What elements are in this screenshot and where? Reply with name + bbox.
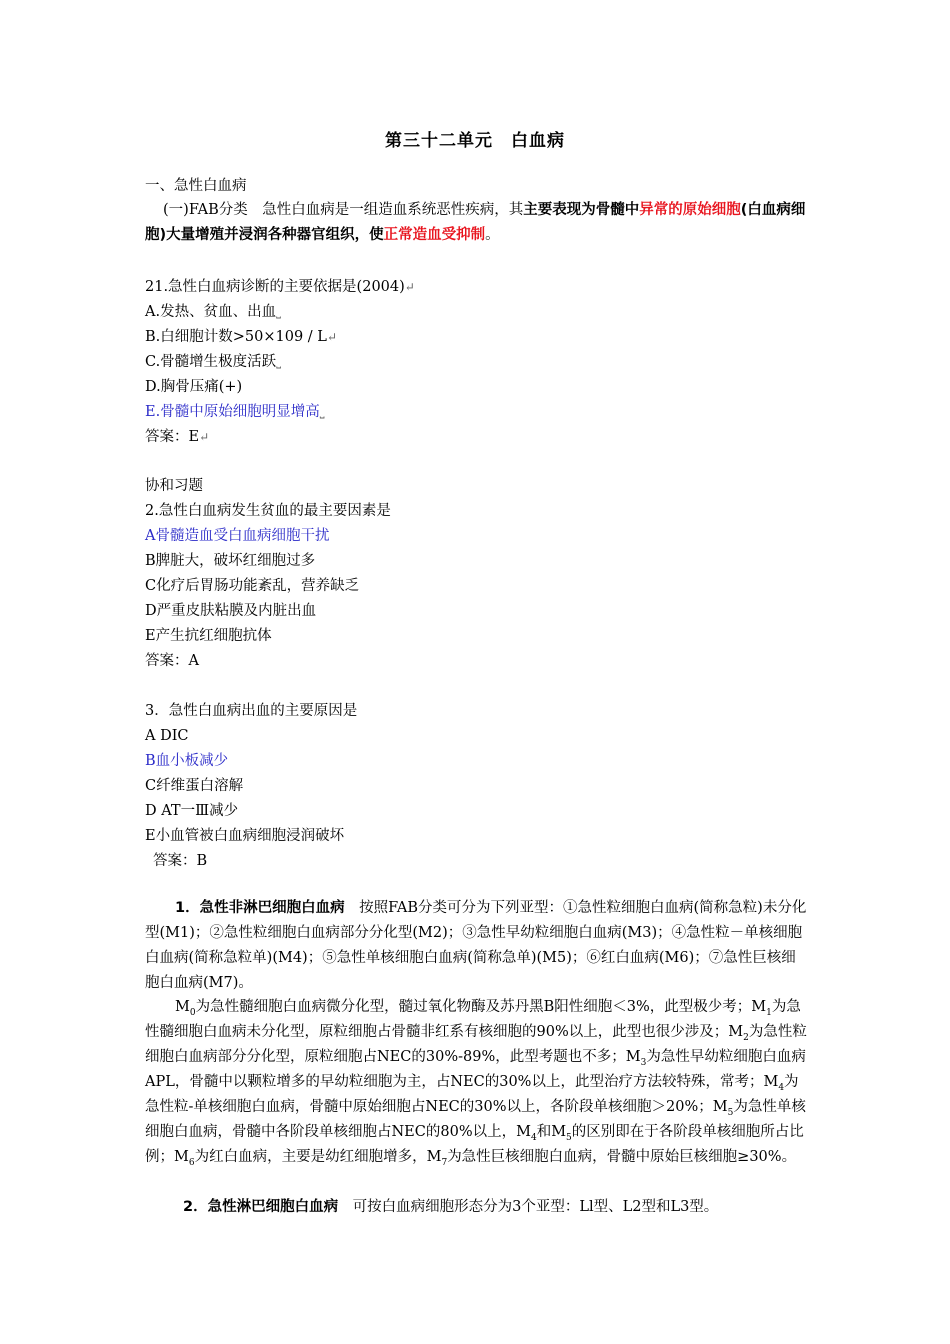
fab-intro: 急性白血病是一组造血系统恶性疾病，其 xyxy=(262,202,524,218)
subtype-m4: 为急性粒-单核细胞白血病，骨髓中原始细胞占NEC的30%以上，各阶段单核细胞＞20%； xyxy=(145,1074,799,1115)
q2-source: 协和习题 xyxy=(145,478,203,494)
q21-option-a-text: A.发热、贫血、出血 xyxy=(145,304,277,320)
q2-answer: 答案：A xyxy=(145,653,199,669)
lymph-text: 可按白血病细胞形态分为3个亚型：Ll型、L2型和L3型。 xyxy=(338,1199,719,1215)
q3-option-d: D AT一Ⅲ减少 xyxy=(145,803,239,819)
q2-option-c: C化疗后胃肠功能紊乱，营养缺乏 xyxy=(145,578,360,594)
q21-option-c-text: C.骨髓增生极度活跃 xyxy=(145,354,277,370)
q21-stem-text: 21.急性白血病诊断的主要依据是(2004) xyxy=(145,279,405,295)
fab-bold-2: (白血病细胞)大量增殖并浸润各种器官组织，使 xyxy=(145,202,806,243)
space-mark-icon: ⎵ xyxy=(276,305,281,319)
return-mark-icon: ↵ xyxy=(326,330,337,344)
q21-answer xyxy=(145,427,209,447)
q21-answer-text: 答案：E xyxy=(145,429,200,445)
return-mark-icon: ↵ xyxy=(404,280,415,294)
q21-option-e xyxy=(145,402,325,422)
subtype-m4m5-diff: 的区别即在于各阶段单核细胞所占比例； xyxy=(145,1124,804,1165)
q21-option-e-text: E.骨髓中原始细胞明显增高 xyxy=(145,404,320,420)
q3-option-b: B血小板减少 xyxy=(145,753,229,769)
subtype-m4m5-and: 和 xyxy=(536,1124,552,1140)
q3-option-a: A DIC xyxy=(145,728,189,744)
fab-paragraph xyxy=(145,198,808,248)
space-mark-icon: ⎵ xyxy=(319,405,325,419)
space-mark-icon: ⎵ xyxy=(276,355,281,369)
q3-stem: 3．急性白血病出血的主要原因是 xyxy=(145,703,358,719)
q21-stem xyxy=(145,277,415,297)
q3-answer: 答案：B xyxy=(153,853,208,869)
page-title: 第三十二单元 白血病 xyxy=(385,131,565,151)
fab-bold-1: 主要表现为骨髓中 xyxy=(523,202,640,218)
subtype-m2: 为急性粒细胞白血病部分分化型，原粒细胞占NEC的30%-89%，此型考题也不多； xyxy=(145,1024,807,1065)
nonlymph-heading: 1．急性非淋巴细胞白血病 xyxy=(175,900,345,916)
q2-option-a: A骨髓造血受白血病细胞干扰 xyxy=(145,528,330,544)
q21-option-a xyxy=(145,302,281,322)
subtype-m3: 为急性早幼粒细胞白血病APL，骨髓中以颗粒增多的早幼粒细胞为主，占NEC的30%以上，此型治疗方法较特殊，常考； xyxy=(145,1049,806,1090)
return-mark-icon: ↵ xyxy=(199,430,210,444)
subtype-m1: 为急性髓细胞白血病未分化型，原粒细胞占骨髓非红系有核细胞的90%以上，此型也很少涉及； xyxy=(145,999,801,1040)
q21-option-d: D.胸骨压痛(+) xyxy=(145,379,243,395)
subtypes-paragraph: $M_0$为急性髓细胞白血病微分化型，髓过氧化物酶及苏丹黑B阳性细胞＜3%，此型极少考；$M_1$为急性髓细胞白血病未分化型，原粒细胞占骨髓非红系有核细胞的90%以上，此型也很少涉及；$M_2$为急性粒细胞白血病部分分化型，原粒细胞占NEC的30%-89%，此型考题也不多；$M_3$为急性早幼粒细胞白血病APL，骨髓中以颗粒增多的早幼粒细胞为主，占NEC的30%以上，此型治疗方法较特殊，常考；$M_4$为急性粒-单核细胞白血病，骨髓中原始细胞占NEC的30%以上，各阶段单核细胞＞20%；$M_5$为急性单核细胞白血病，骨髓中各阶段单核细胞占NEC的80%以上，$M_4$和$M_5$的区别即在于各阶段单核细胞所占比例；$M_6$为红白血病，主要是幼红细胞增多，$M_7$为急性巨核细胞白血病，骨髓中原始巨核细胞≥30%。 xyxy=(145,999,807,1168)
fab-end: 。 xyxy=(485,227,500,243)
fab-red-2: 正常造血受抑制 xyxy=(383,227,486,243)
section-heading: 一、急性白血病 xyxy=(145,178,247,194)
q3-option-c: C纤维蛋白溶解 xyxy=(145,778,244,794)
fab-red-1: 异常的原始细胞 xyxy=(639,202,741,218)
lymph-paragraph xyxy=(145,1195,808,1220)
q2-stem: 2.急性白血病发生贫血的最主要因素是 xyxy=(145,503,391,519)
q3-option-e: E小血管被白血病细胞浸润破坏 xyxy=(145,828,345,844)
subtype-m5: 为急性单核细胞白血病，骨髓中各阶段单核细胞占NEC的80%以上， xyxy=(145,1099,806,1140)
subtype-m6: 为红白血病，主要是幼红细胞增多， xyxy=(194,1149,427,1165)
q21-option-b xyxy=(145,327,337,347)
q21-option-b-text: B.白细胞计数>50×109 / L xyxy=(145,329,327,345)
subtype-m0: 为急性髓细胞白血病微分化型，髓过氧化物酶及苏丹黑B阳性细胞＜3%，此型极少考； xyxy=(195,999,752,1015)
q21-option-c xyxy=(145,352,281,372)
nonlymph-text: 按照FAB分类可分为下列亚型：①急性粒细胞白血病(简称急粒)未分化型(M1)；②急性粒细胞白血病部分分化型(M2)；③急性早幼粒细胞白血病(M3)；④急性粒－单核细胞白血病(简称急粒单)(M4)；⑤急性单核细胞白血病(简称急单)(M5)；⑥红白血病(M6)；⑦急性巨核细胞白血病(M7)。 xyxy=(145,900,807,991)
fab-label: (一)FAB分类 xyxy=(163,202,263,218)
q2-option-b: B脾脏大，破坏红细胞过多 xyxy=(145,553,316,569)
lymph-heading: 2．急性淋巴细胞白血病 xyxy=(183,1199,339,1215)
subtype-m7: 为急性巨核细胞白血病，骨髓中原始巨核细胞≥30%。 xyxy=(447,1149,797,1165)
q2-option-d: D严重皮肤粘膜及内脏出血 xyxy=(145,603,317,619)
q2-option-e: E产生抗红细胞抗体 xyxy=(145,628,272,644)
nonlymph-paragraph xyxy=(145,896,808,996)
